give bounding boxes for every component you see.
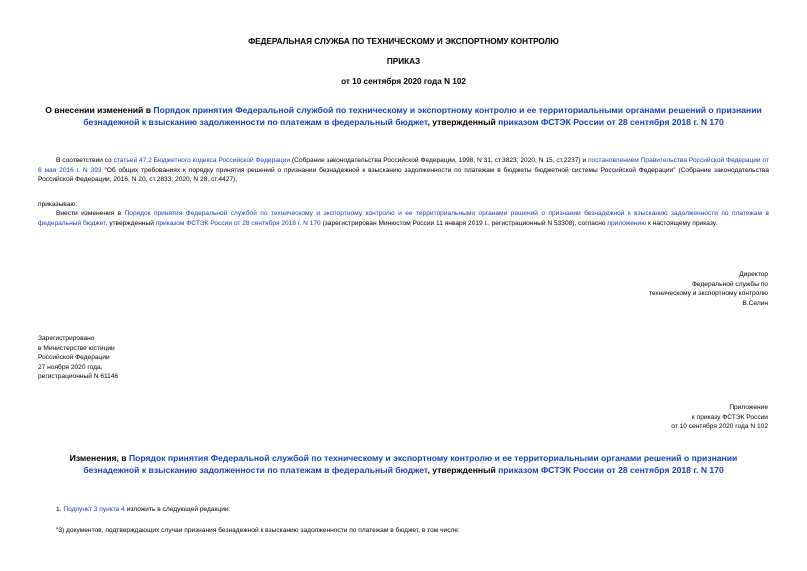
link-subclause-3-clause-4[interactable]: Подпункт 3 пункта 4 bbox=[63, 506, 125, 513]
document-title bbox=[30, 104, 777, 128]
preamble-text-2: (Собрание законодательства Российской Федерации, 1998, N 31, ст.3823; 2020, N 15, ст.2237) и bbox=[290, 157, 588, 164]
signature-block bbox=[548, 270, 768, 308]
title-prefix: О внесении изменений в bbox=[45, 105, 154, 115]
signature-line: техническому и экспортному контролю bbox=[648, 290, 768, 298]
signature-line: В.Селин bbox=[742, 299, 768, 307]
document-type: ПРИКАЗ bbox=[386, 57, 421, 66]
registration-line: регистрационный N 61146 bbox=[38, 373, 119, 381]
order-text-4: к настоящему приказу. bbox=[646, 219, 718, 227]
link-government-resolution[interactable]: постановлением Правительства Российской Федерации от 6 мая 2016 г. N 393 bbox=[38, 157, 769, 174]
registration-line: в Министерстве юстиции bbox=[38, 344, 115, 352]
appendix-ref-line: Приложение bbox=[729, 404, 768, 411]
title-link-order-170[interactable]: приказом ФСТЭК России от 28 сентября 2018 г. N 170 bbox=[498, 117, 724, 127]
registration-line: Российской Федерации bbox=[38, 354, 110, 362]
appendix-title-middle: , утвержденный bbox=[427, 465, 499, 475]
link-budget-code-article[interactable]: статьей 47.2 Бюджетного кодекса Российской Федерации bbox=[113, 157, 291, 164]
appendix-ref-line: к приказу ФСТЭК России bbox=[691, 413, 768, 421]
order-link-order-170[interactable]: приказом ФСТЭК России от 28 сентября 2018 г. N 170 bbox=[155, 219, 321, 227]
order-text-3: (зарегистрирован Минюстом России 11 января 2019 г., регистрационный N 53308), согласно bbox=[320, 219, 608, 227]
order-paragraph bbox=[38, 209, 769, 228]
registration-line: Зарегистрировано bbox=[38, 335, 95, 342]
appendix-reference bbox=[548, 403, 768, 432]
document-date-number: от 10 сентября 2020 года N 102 bbox=[341, 77, 466, 86]
order-link-procedure[interactable]: Порядок принятия Федеральной службой по техническому и экспортному контролю и ее территориальными органами решений о признании безнадежной к взысканию задолженности по платежам в федеральный бюджет bbox=[38, 210, 769, 227]
agency-name: ФЕДЕРАЛЬНАЯ СЛУЖБА ПО ТЕХНИЧЕСКОМУ И ЭКСПОРТНОМУ КОНТРОЛЮ bbox=[248, 37, 559, 46]
amendment-quote: "3) документов, подтверждающих случаи признания безнадежной к взысканию задолженности по платежам в бюджет, в том числе: bbox=[56, 527, 460, 534]
amendment-item-1 bbox=[56, 505, 230, 515]
order-link-appendix[interactable]: приложению bbox=[607, 219, 647, 227]
signature-line: Федеральной службы по bbox=[691, 280, 768, 288]
preamble-paragraph bbox=[38, 156, 769, 185]
title-link-procedure[interactable]: Порядок принятия Федеральной службой по техническому и экспортному контролю и ее территориальными органами решений о признании безнадежной к взысканию задолженности по платежам в федеральный бюджет bbox=[83, 105, 762, 127]
title-middle: , утвержденный bbox=[427, 117, 499, 127]
appendix-title-prefix: Изменения, в bbox=[69, 453, 129, 463]
signature-line: Директор bbox=[739, 271, 768, 278]
order-text-2: , утвержденный bbox=[105, 219, 156, 227]
appendix-ref-line: от 10 сентября 2020 года N 102 bbox=[671, 423, 768, 431]
appendix-title bbox=[60, 452, 747, 476]
order-text-1: Внести изменения в bbox=[56, 210, 125, 217]
registration-block bbox=[38, 334, 118, 382]
preamble-text-3: "Об общих требованиях к порядку принятия решений о признании безнадежной к взысканию задолженности по платежам в бюджеты бюджетной системы Российской Федерации" (Собрание законодательства Российской Федерации, 2016, N 20, ст.2833; 2020, N 28, ст.4427), bbox=[38, 166, 769, 184]
appendix-title-link-order-170[interactable]: приказом ФСТЭК России от 28 сентября 2018 г. N 170 bbox=[498, 465, 724, 475]
registration-line: 27 ноября 2020 года, bbox=[38, 363, 103, 371]
preamble-text-1: В соответствии со bbox=[56, 157, 114, 164]
item-text: изложить в следующей редакции: bbox=[124, 506, 231, 513]
appendix-title-link-procedure[interactable]: Порядок принятия Федеральной службой по техническому и экспортному контролю и ее территориальными органами решений о признании безнадежной к взысканию задолженности по платежам в федеральный бюджет bbox=[83, 453, 738, 475]
order-word: приказываю: bbox=[38, 201, 78, 208]
item-number: 1. bbox=[56, 506, 64, 513]
